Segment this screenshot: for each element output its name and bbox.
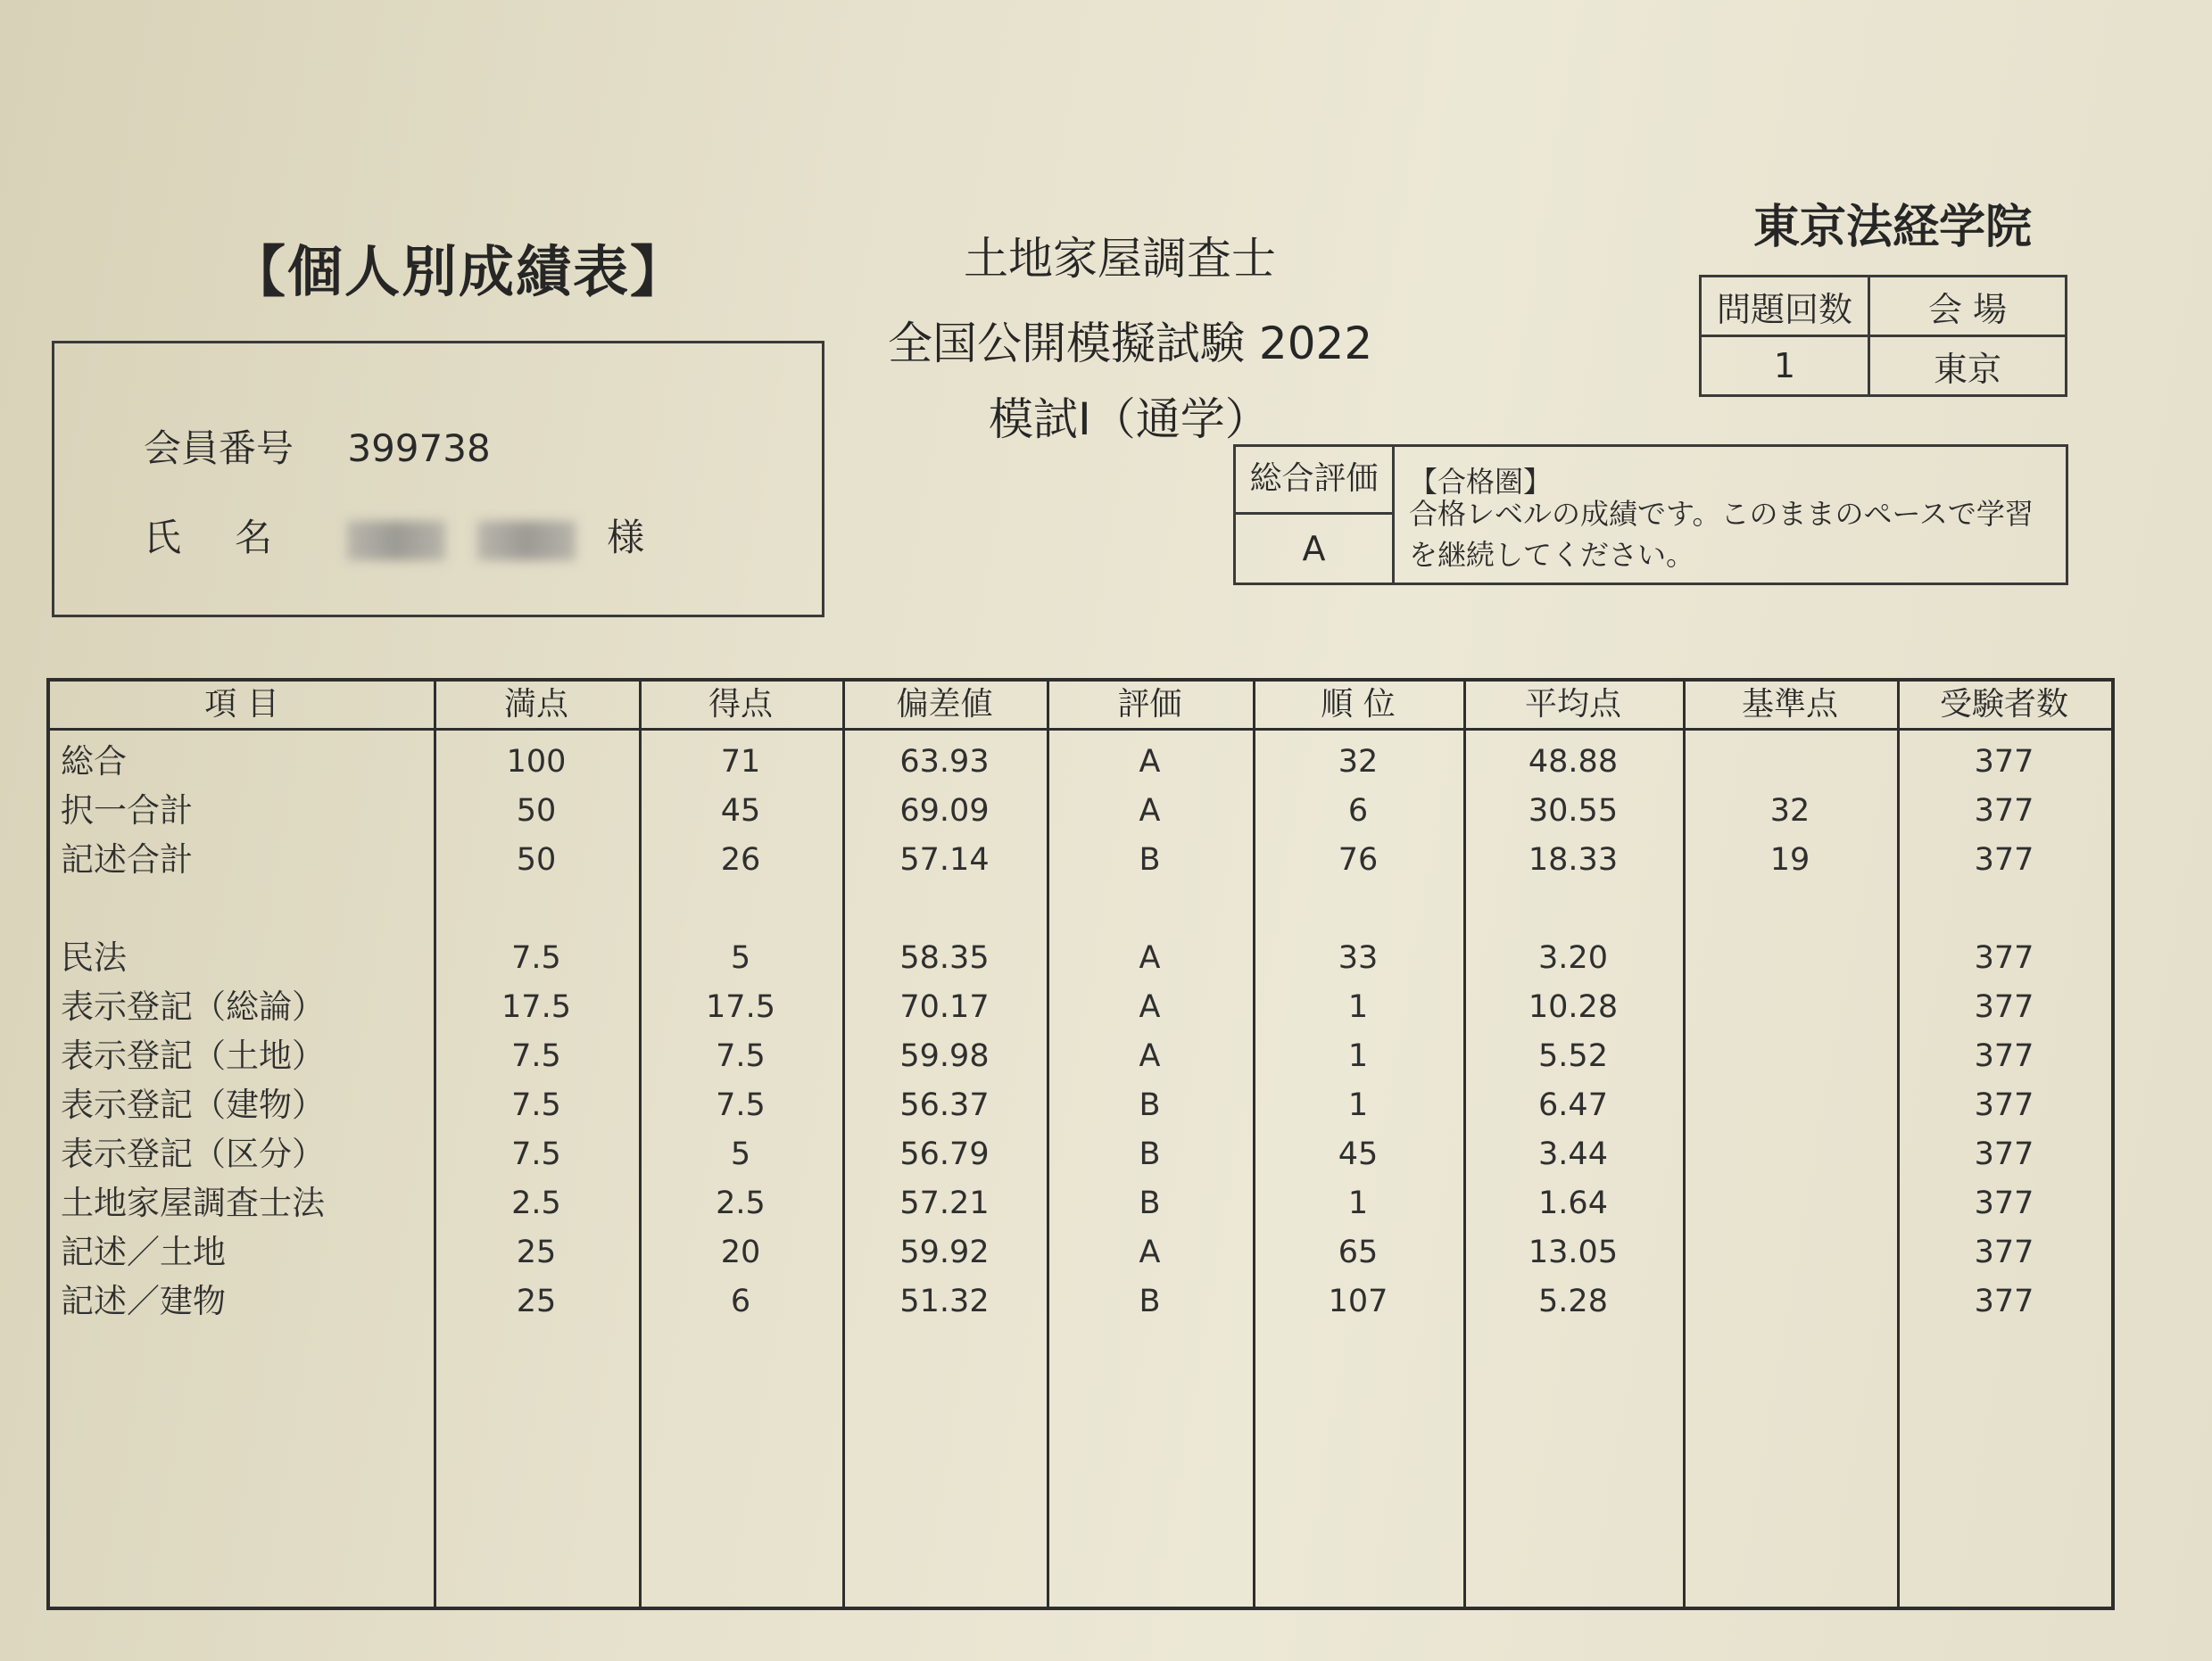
table-row: [50, 737, 2111, 787]
cell-average: 5.52: [1538, 1038, 1608, 1074]
cell-average: 18.33: [1528, 842, 1619, 878]
cell-max-score: 100: [506, 744, 567, 780]
exam-subject: 土地家屋調査士: [964, 233, 1276, 285]
table-row: [50, 1080, 2111, 1130]
round-value: 1: [1701, 336, 1869, 396]
cell-deviation: 57.21: [899, 1186, 990, 1221]
cell-deviation: 69.09: [899, 793, 990, 829]
cell-score: 2.5: [716, 1186, 766, 1221]
cell-item: 表示登記（総論）: [61, 988, 325, 1026]
cell-item: 表示登記（区分）: [61, 1135, 325, 1173]
cell-examinees: 377: [1974, 1284, 2034, 1319]
header-examinees: 受験者数: [1939, 686, 2068, 723]
cell-max-score: 50: [516, 793, 557, 829]
table-row: [50, 835, 2111, 885]
cell-deviation: 70.17: [899, 989, 990, 1025]
cell-rank: 6: [1347, 793, 1369, 829]
cell-grade: A: [1139, 793, 1161, 829]
cell-max-score: 2.5: [511, 1186, 561, 1221]
document-title: 【個人別成績表】: [230, 239, 688, 304]
cell-max-score: 25: [516, 1284, 557, 1319]
cell-threshold: [1683, 1277, 1897, 1326]
cell-deviation: 56.37: [899, 1087, 990, 1123]
round-label: 問題回数: [1701, 277, 1869, 336]
member-number-value: 399738: [347, 426, 491, 470]
header-divider: [50, 728, 2111, 731]
cell-max-score: 7.5: [511, 1136, 561, 1172]
cell-threshold: [1683, 1080, 1897, 1130]
member-name-label: 氏名: [144, 516, 327, 559]
cell-item: 記述／土地: [61, 1233, 226, 1271]
cell-grade: A: [1139, 989, 1161, 1025]
venue-label: 会 場: [1869, 277, 2067, 336]
cell-max-score: 7.5: [511, 1087, 561, 1123]
cell-examinees: 377: [1974, 1038, 2034, 1074]
cell-threshold: [1683, 1227, 1897, 1277]
cell-score: 26: [720, 842, 761, 878]
member-info-box: [52, 341, 824, 617]
cell-rank: 76: [1338, 842, 1379, 878]
cell-deviation: 59.98: [899, 1038, 990, 1074]
cell-grade: A: [1139, 940, 1161, 976]
cell-item: 表示登記（建物）: [61, 1086, 325, 1124]
member-name-row: [144, 508, 644, 562]
cell-rank: 32: [1338, 744, 1379, 780]
table-row: [50, 1031, 2111, 1081]
cell-threshold: [1683, 1129, 1897, 1179]
cell-score: 17.5: [706, 989, 775, 1025]
cell-rank: 33: [1338, 940, 1379, 976]
cell-average: 1.64: [1538, 1186, 1608, 1221]
cell-rank: 1: [1347, 1186, 1369, 1221]
cell-score: 6: [730, 1284, 751, 1319]
cell-item: 土地家屋調査士法: [61, 1184, 325, 1222]
cell-examinees: 377: [1974, 1186, 2034, 1221]
table-row: [50, 1129, 2111, 1179]
cell-score: 5: [730, 940, 751, 976]
cell-examinees: 377: [1974, 842, 2034, 878]
table-row: [50, 1277, 2111, 1326]
header-max-score: 満点: [503, 686, 568, 723]
exam-info-table: [1699, 275, 2067, 397]
cell-item: 表示登記（土地）: [61, 1037, 325, 1075]
cell-item: 民法: [61, 938, 127, 977]
cell-rank: 45: [1338, 1136, 1379, 1172]
header-rank: 順 位: [1321, 686, 1396, 723]
cell-max-score: 50: [516, 842, 557, 878]
header-threshold: 基準点: [1741, 686, 1838, 723]
table-row: [50, 1178, 2111, 1228]
evaluation-message: 合格レベルの成績です。このままのペースで学習を継続してください。: [1409, 497, 2034, 572]
redacted-name-part: [477, 521, 576, 560]
cell-item: 記述／建物: [61, 1282, 226, 1320]
table-row: [50, 933, 2111, 983]
cell-deviation: 63.93: [899, 744, 990, 780]
redacted-name-part: [347, 521, 445, 560]
cell-examinees: 377: [1974, 1087, 2034, 1123]
header-average: 平均点: [1524, 686, 1621, 723]
table-row: [50, 982, 2111, 1032]
cell-deviation: 57.14: [899, 842, 990, 878]
honorific: 様: [607, 516, 645, 559]
cell-deviation: 59.92: [899, 1235, 990, 1270]
cell-rank: 1: [1347, 989, 1369, 1025]
header-grade: 評価: [1117, 686, 1182, 723]
cell-threshold: [1683, 737, 1897, 787]
cell-max-score: 7.5: [511, 1038, 561, 1074]
table-row: [50, 1227, 2111, 1277]
cell-score: 7.5: [716, 1087, 766, 1123]
exam-name: 全国公開模擬試験 2022: [888, 318, 1373, 369]
cell-item: 択一合計: [61, 791, 193, 830]
exam-session: 模試Ⅰ（通学）: [989, 393, 1270, 445]
cell-examinees: 377: [1974, 744, 2034, 780]
results-table: [46, 678, 2115, 1610]
cell-deviation: 58.35: [899, 940, 990, 976]
cell-average: 3.44: [1538, 1136, 1608, 1172]
cell-examinees: 377: [1974, 1136, 2034, 1172]
cell-examinees: 377: [1974, 1235, 2034, 1270]
cell-deviation: 51.32: [899, 1284, 990, 1319]
cell-threshold: [1683, 933, 1897, 983]
cell-average: 10.28: [1528, 989, 1619, 1025]
cell-deviation: 56.79: [899, 1136, 990, 1172]
cell-grade: B: [1139, 842, 1161, 878]
header-item: 項 目: [204, 686, 279, 723]
evaluation-label: 総合評価: [1236, 447, 1395, 515]
member-number-row: [144, 419, 491, 473]
cell-examinees: 377: [1974, 989, 2034, 1025]
cell-rank: 107: [1328, 1284, 1388, 1319]
cell-max-score: 25: [516, 1235, 557, 1270]
cell-examinees: 377: [1974, 940, 2034, 976]
evaluation-heading: 【合格圏】: [1409, 465, 1553, 499]
cell-score: 20: [720, 1235, 761, 1270]
cell-grade: B: [1139, 1284, 1161, 1319]
cell-average: 48.88: [1528, 744, 1619, 780]
table-row: [50, 786, 2111, 836]
cell-grade: B: [1139, 1136, 1161, 1172]
header-score: 得点: [708, 686, 773, 723]
cell-average: 3.20: [1538, 940, 1608, 976]
cell-threshold: [1683, 982, 1897, 1032]
cell-grade: B: [1139, 1087, 1161, 1123]
cell-rank: 1: [1347, 1038, 1369, 1074]
cell-rank: 65: [1338, 1235, 1379, 1270]
cell-grade: A: [1139, 1038, 1161, 1074]
venue-value: 東京: [1869, 336, 2067, 396]
cell-grade: A: [1139, 744, 1161, 780]
cell-average: 30.55: [1528, 793, 1619, 829]
header-deviation: 偏差値: [896, 686, 993, 723]
cell-max-score: 17.5: [501, 989, 571, 1025]
cell-score: 45: [720, 793, 761, 829]
cell-examinees: 377: [1974, 793, 2034, 829]
cell-score: 71: [720, 744, 761, 780]
cell-rank: 1: [1347, 1087, 1369, 1123]
cell-threshold: [1683, 1031, 1897, 1081]
cell-grade: B: [1139, 1186, 1161, 1221]
bleed-through-text: [571, 125, 590, 178]
cell-item: 総合: [61, 742, 127, 781]
cell-threshold: 32: [1769, 793, 1810, 829]
cell-average: 6.47: [1538, 1087, 1608, 1123]
cell-average: 5.28: [1538, 1284, 1608, 1319]
overall-evaluation-box: [1233, 444, 2068, 585]
cell-score: 7.5: [716, 1038, 766, 1074]
cell-average: 13.05: [1528, 1235, 1619, 1270]
cell-max-score: 7.5: [511, 940, 561, 976]
cell-threshold: 19: [1769, 842, 1810, 878]
cell-item: 記述合計: [61, 840, 193, 879]
school-name: 東京法経学院: [1753, 201, 2033, 254]
member-number-label: 会員番号: [144, 426, 294, 470]
evaluation-value: A: [1236, 515, 1395, 583]
cell-score: 5: [730, 1136, 751, 1172]
cell-grade: A: [1139, 1235, 1161, 1270]
cell-threshold: [1683, 1178, 1897, 1228]
